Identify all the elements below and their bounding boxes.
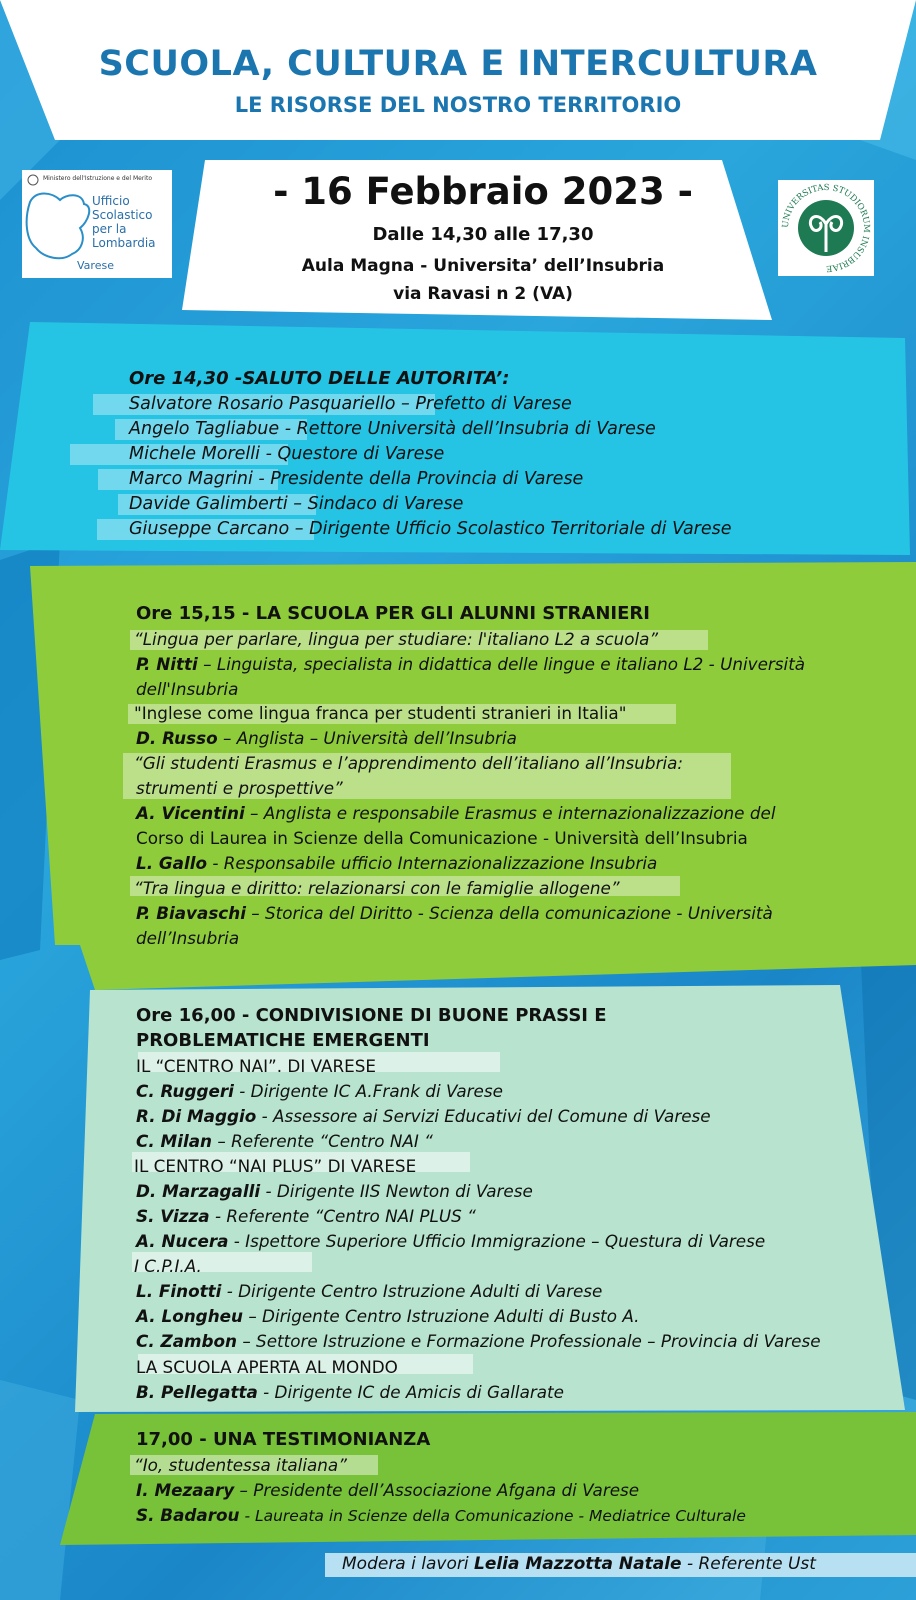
speaker-role: - Presidente della Provincia di Varese	[252, 469, 584, 489]
speaker-role: - Referente “Centro NAI PLUS “	[209, 1206, 476, 1226]
session4-heading: 17,00 - UNA TESTIMONIANZA	[136, 1429, 431, 1450]
moderator-prefix: Modera i lavori	[342, 1554, 474, 1574]
speaker-name: C. Ruggeri	[136, 1081, 234, 1101]
session1-heading: Ore 14,30 -SALUTO DELLE AUTORITA’:	[129, 368, 510, 389]
speaker-role: – Prefetto di Varese	[395, 394, 572, 414]
session2-heading: Ore 15,15 - LA SCUOLA PER GLI ALUNNI STRANIERI	[136, 603, 650, 624]
speaker-name: R. Di Maggio	[136, 1106, 257, 1126]
moderator-line	[342, 1554, 816, 1574]
talk-title-cont: strumenti e prospettive”	[136, 778, 343, 798]
speaker-name: Salvatore Rosario Pasquariello	[129, 394, 396, 414]
speaker-name: B. Pellegatta	[136, 1382, 258, 1402]
speaker-role: - Laureata in Scienze della Comunicazione - Mediatrice Culturale	[239, 1507, 746, 1525]
event-time: Dalle 14,30 alle 17,30	[372, 224, 594, 245]
speaker-name: A. Nucera	[136, 1231, 229, 1251]
speaker-name: S. Vizza	[136, 1206, 210, 1226]
speaker-role: - Dirigente IC A.Frank di Varese	[233, 1081, 503, 1101]
session3-heading-cont: PROBLEMATICHE EMERGENTI	[136, 1030, 430, 1051]
speaker-role-cont: Corso di Laurea in Scienze della Comunicazione - Università dell’Insubria	[136, 828, 748, 848]
talk-title: “Io, studentessa italiana”	[134, 1455, 347, 1475]
speaker-name: Davide Galimberti	[129, 494, 288, 514]
speaker-name: Giuseppe Carcano	[129, 519, 290, 539]
speaker-role: - Questore di Varese	[260, 444, 445, 464]
speaker-name: A. Longheu	[136, 1306, 243, 1326]
office-line: Lombardia	[92, 236, 156, 250]
speaker-role: – Anglista – Università dell’Insubria	[217, 728, 517, 748]
speaker-role: – Referente “Centro NAI “	[212, 1131, 433, 1151]
event-address: via Ravasi n 2 (VA)	[393, 284, 573, 304]
speaker-role: - Dirigente Centro Istruzione Adulti di Varese	[221, 1281, 603, 1301]
talk-title: “Lingua per parlare, lingua per studiare: l'italiano L2 a scuola”	[134, 629, 659, 649]
seal-motto: UNIVERSITAS STUDIORUM INSUBRIAE	[780, 182, 872, 274]
speaker-role: – Linguista, specialista in didattica delle lingue e italiano L2 - Università	[197, 654, 806, 674]
speaker-role: – Anglista e responsabile Erasmus e internazionalizzazione del	[244, 803, 776, 823]
subsection-title: LA SCUOLA APERTA AL MONDO	[136, 1357, 398, 1377]
speaker-role: - Dirigente IC de Amicis di Gallarate	[257, 1382, 564, 1402]
speaker-role: – Dirigente Ufficio Scolastico Territoriale di Varese	[289, 519, 732, 539]
speaker-role: – Dirigente Centro Istruzione Adulti di Busto A.	[242, 1306, 640, 1326]
speaker-role: – Sindaco di Varese	[287, 494, 464, 514]
office-line: Ufficio	[92, 194, 130, 208]
speaker-name: L. Finotti	[136, 1281, 222, 1301]
speaker-role: - Responsabile ufficio Internazionalizzazione Insubria	[207, 853, 658, 873]
ministry-name: Ministero dell'Istruzione e del Merito	[43, 175, 152, 182]
speaker-name: Angelo Tagliabue	[129, 419, 280, 439]
talk-title: "Inglese come lingua franca per studenti stranieri in Italia"	[134, 703, 627, 723]
office-city: Varese	[77, 259, 114, 272]
page-title: SCUOLA, CULTURA E INTERCULTURA	[98, 44, 818, 84]
talk-title: “Tra lingua e diritto: relazionarsi con le famiglie allogene”	[134, 878, 620, 898]
subsection-title: I C.P.I.A.	[134, 1256, 202, 1276]
list-item	[136, 1478, 639, 1503]
speaker-name: P. Biavaschi	[136, 903, 246, 923]
office-line: per la	[92, 222, 127, 236]
speaker-role: - Rettore Università dell’Insubria di Varese	[279, 419, 656, 439]
speaker-name: Marco Magrini	[129, 469, 253, 489]
speaker-role: - Ispettore Superiore Ufficio Immigrazione – Questura di Varese	[228, 1231, 766, 1251]
session3-heading: Ore 16,00 - CONDIVISIONE DI BUONE PRASSI E	[136, 1005, 607, 1026]
speaker-role-cont: dell'Insubria	[136, 679, 239, 699]
speaker-name: A. Vicentini	[136, 803, 245, 823]
speaker-role-cont: dell’Insubria	[136, 928, 240, 948]
speaker-name: P. Nitti	[136, 654, 198, 674]
speaker-role: – Storica del Diritto - Scienza della comunicazione - Università	[245, 903, 773, 923]
speaker-name: D. Marzagalli	[136, 1181, 261, 1201]
office-line: Scolastico	[92, 208, 153, 222]
speaker-name: Michele Morelli	[129, 444, 260, 464]
speaker-role: - Assessore ai Servizi Educativi del Comune di Varese	[256, 1106, 711, 1126]
speaker-name: I. Mezaary	[136, 1480, 235, 1500]
speaker-name: C. Milan	[136, 1131, 213, 1151]
speaker-role: – Settore Istruzione e Formazione Professionale – Provincia di Varese	[237, 1331, 821, 1351]
moderator-role: - Referente Ust	[681, 1554, 816, 1574]
subsection-title: IL “CENTRO NAI”. DI VARESE	[136, 1056, 377, 1076]
talk-title: “Gli studenti Erasmus e l’apprendimento dell’italiano all’Insubria:	[134, 753, 684, 773]
speaker-name: C. Zambon	[136, 1331, 237, 1351]
subsection-title: IL CENTRO “NAI PLUS” DI VARESE	[134, 1156, 417, 1176]
moderator-name: Lelia Mazzotta Natale	[473, 1554, 682, 1574]
speaker-name: S. Badarou	[136, 1505, 240, 1525]
speaker-role: – Presidente dell’Associazione Afgana di Varese	[234, 1480, 640, 1500]
speaker-name: D. Russo	[136, 728, 218, 748]
speaker-role: - Dirigente IIS Newton di Varese	[260, 1181, 533, 1201]
event-date: - 16 Febbraio 2023 -	[273, 170, 693, 213]
page-subtitle: LE RISORSE DEL NOSTRO TERRITORIO	[234, 93, 682, 117]
speaker-name: L. Gallo	[136, 853, 208, 873]
event-place: Aula Magna - Universita’ dell’Insubria	[301, 256, 665, 276]
list-item	[136, 1503, 746, 1529]
